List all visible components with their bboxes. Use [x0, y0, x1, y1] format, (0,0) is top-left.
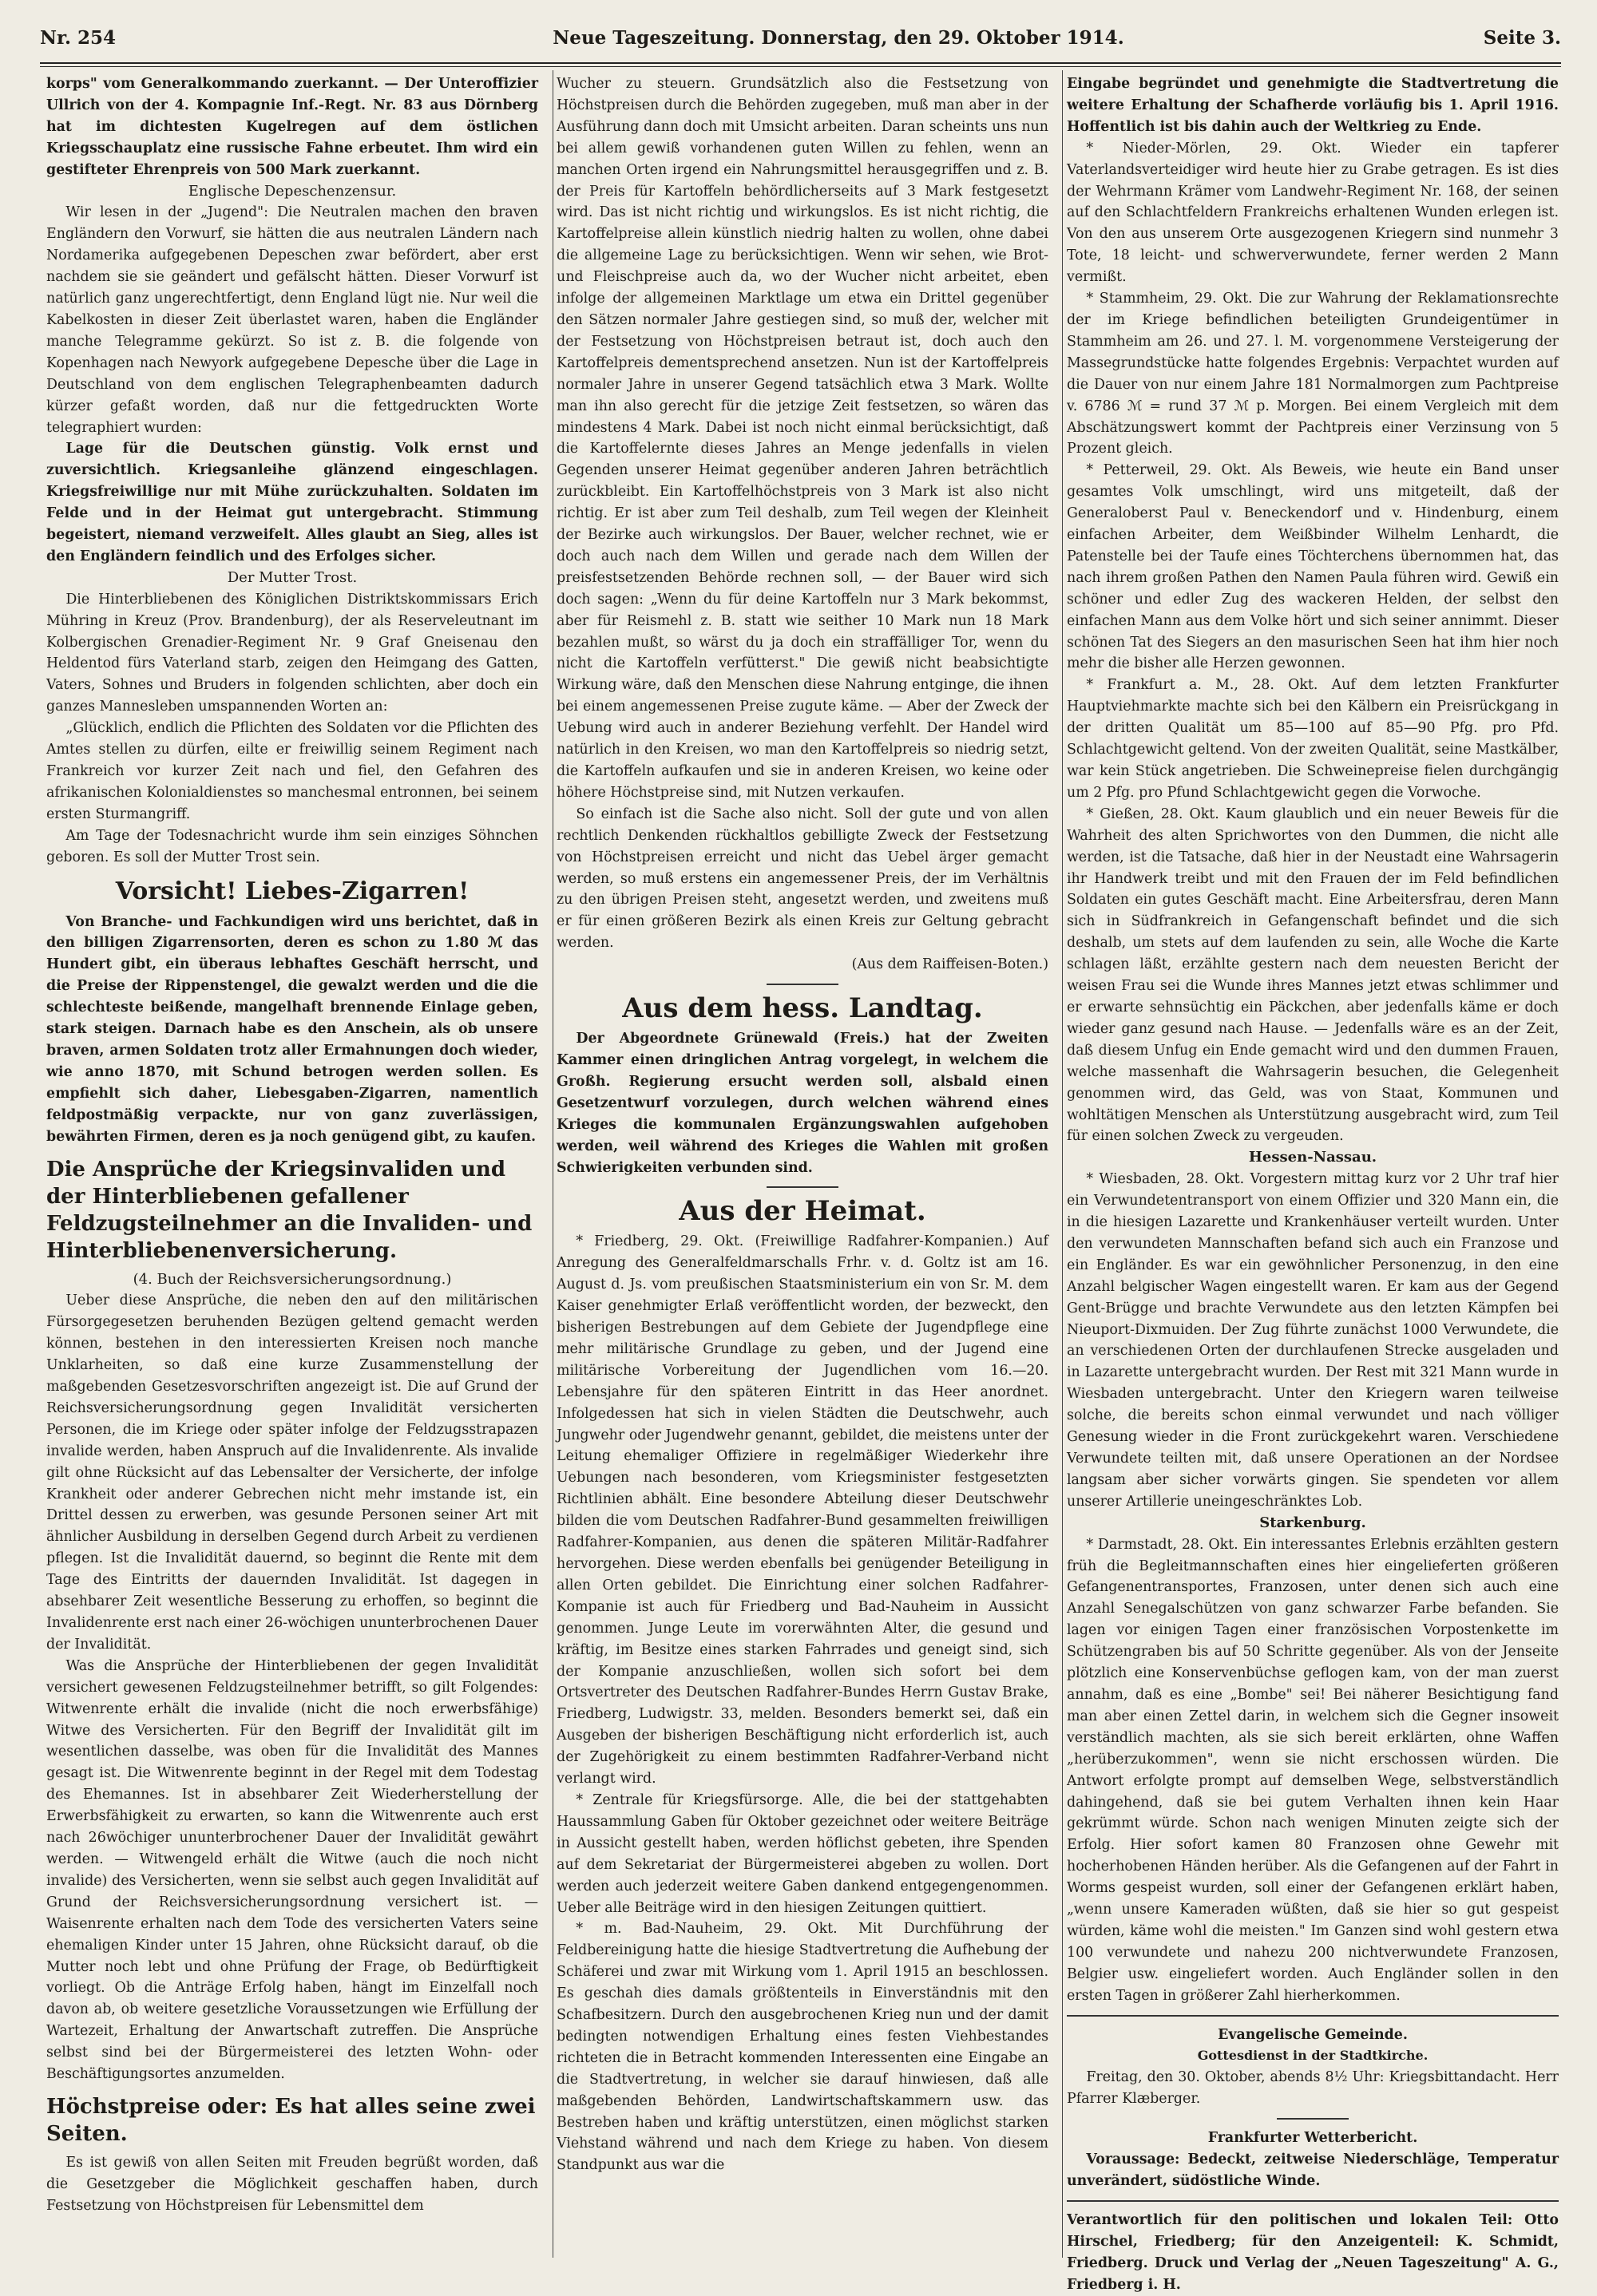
paragraph: * m. Bad-Nauheim, 29. Okt. Mit Durchführung der Feldbereinigung hatte die hiesige Stadtvertretung die Aufhebung der Schäferei und zwar mit Wirkung vom 1. April 1915 an beschlossen. Es geschah dies damals größtenteils in Einverständnis mit den Schafbesitzern. Durch den ausgebrochenen Krieg nun und der damit bedingten notwendigen Erhaltung eines festen Viehbestandes richteten die in Betracht kommenden Interessenten eine Eingabe an die Stadtvertretung, in welcher sie darauf hinwiesen, daß alle maßgebenden Behörden, Landwirtschaftskammern usw. das Bestreben haben und kräftig unterstützen, einen möglichst starken Viehstand während und nach dem Kriege zu haben. Von diesem Standpunkt aus war die [557, 1921, 1048, 2174]
paragraph: Am Tage der Todesnachricht wurde ihm sein einziges Söhnchen geboren. Es soll der Mutter Trost sein. [46, 827, 538, 865]
paragraph: * Friedberg, 29. Okt. (Freiwillige Radfahrer-Kompanien.) Auf Anregung des Generalfeldmarschalls Frhr. v. d. Goltz ist am 16. August d. Js. vom preußischen Staatsministerium ein von Sr. M. dem Kaiser genehmigter Erlaß veröffentlicht worden, der bezweckt, den bisherigen Bestrebungen auf dem Gebiete der Jugendpflege eine mehr militärische Grundlage zu geben, und der Jugend eine militärische Vorbereitung der Jugendlichen vom 16.—20. Lebensjahre für den späteren Eintritt in das Heer anordnet. Infolgedessen hat sich in vielen Städten die Deutschwehr, auch Jungwehr oder Jugendwehr genannt, gebildet, die meistens unter der Leitung ehemaliger Offiziere in regelmäßiger Wiederkehr ihre Uebungen nach besonderen, vom Kriegsminister festgesetzten Richtlinien abhält. Eine besondere Abteilung dieser Deutschwehr bilden die vom Deutschen Radfahrer-Bund gesammelten freiwilligen Radfahrer-Kompanien, aus denen die späteren Militär-Radfahrer hervorgehen. Diese werden ebenfalls bei genügender Beteiligung in allen Orten gebildet. Die Einrichtung einer solchen Radfahrer-Kompanie ist auch für Friedberg und Bad-Nauheim in Aussicht genommen. Junge Leute im vorerwähnten Alter, die gesund und kräftig, im Besitze eines starken Fahrrades und geneigt sind, sich der Kompanie anzuschließen, wollen sich sofort bei dem Ortsvertreter des Deutschen Radfahrer-Bundes Herrn Gustav Brake, Friedberg, Ludwigstr. 33, melden. Besonders bemerkt sei, daß ein Ausgeben der bisherigen Beschäftigung nicht erforderlich ist, auch der Zugehörigkeit zu einem bestimmten Radfahrer-Verband nicht verlangt wird. [557, 1233, 1048, 1787]
church-subheading: Gottesdienst in der Stadtkirche. [1197, 2048, 1429, 2064]
paragraph: * Zentrale für Kriegsfürsorge. Alle, die bei der stattgehabten Haussammlung Gaben für Oktober gezeichnet oder weitere Beiträge in Aussicht gestellt haben, werden höflichst gebeten, ihre Spenden auf dem Sekretariat der Bürgermeisterei abgeben zu wollen. Dort werden auch jederzeit weitere Gaben dankend entgegengenommen. Ueber alle Beiträge wird in den hiesigen Zeitungen quittiert. [557, 1791, 1048, 1916]
weather-heading: Frankfurter Wetterbericht. [1207, 2130, 1418, 2147]
paragraph: * Nieder-Mörlen, 29. Okt. Wieder ein tapferer Vaterlandsverteidiger wird heute hier zu Grabe getragen. Es ist dies der Wehrmann Krämer vom Landwehr-Regiment Nr. 168, der seinen auf den Schlachtfeldern Frankreichs erhaltenen Wunden erlegen ist. Von den aus unserem Orte ausgezogenen Kriegern sind nunmehr 3 Tote, 18 leicht- und schwerverwundete, ferner werden 2 Mann vermißt. [1067, 140, 1559, 286]
headline-liebes-zigarren: Vorsicht! Liebes-Zigarren! [115, 877, 470, 905]
paragraph: Wucher zu steuern. Grundsätzlich also die Festsetzung von Höchstpreisen durch die Behörden zugegeben, muß man aber in der Ausführung dann doch mit Umsicht arbeiten. Daran scheints uns nun bei allem gewiß vorhandenen guten Willen zu fehlen, wenn an manchen Orten irgend ein Nahrungsmittel herausgegriffen und z. B. der Preis für Kartoffeln behördlicherseits auf 3 Mark festgesetzt wird. Das ist nicht richtig und wirkungslos. Es ist nicht richtig, die Kartoffelpreise allein künstlich niedrig halten zu wollen, ohne dabei die allgemeine Lage zu berücksichtigen. Wenn wir sehen, wie Brot- und Fleischpreise auch da, wo der Wucher nicht arbeitet, eben infolge der allgemeinen Marktlage um etwa ein Drittel gegenüber den Sätzen normaler Jahre gestiegen sind, so muß der, welcher mit der Festsetzung von Höchstpreisen betraut ist, doch auch den Kartoffelpreis dementsprechend ansetzen. Nun ist der Kartoffelpreis normaler Jahre in unserer Gegend tatsächlich etwa 3 Mark. Wollte man ihn also gerecht für die jetzige Zeit festsetzen, so wären das mindestens 4 Mark. Dabei ist noch nicht einmal berücksichtigt, daß die Kartoffelernte dieses Jahres an Menge jedenfalls in vielen Gegenden unserer Heimat gegenüber anderen Jahren beträchtlich zurückbleibt. Ein Kartoffelhöchstpreis von 3 Mark ist also nicht richtig. Er ist aber zum Teil deshalb, zum Teil wegen der Kleinheit der Bezirke auch wirkungslos. Der Bauer, welcher rechnet, wie er doch auch nach dem Willen und gerade nach dem Willen der preisfestsetzenden Behörde rechnen soll, — der Bauer wird sich doch sagen: „Wenn du für deine Kartoffeln nur 3 Mark bekommst, aber für Reismehl z. B. statt wie seither 10 Mark nun 18 Mark bezahlen mußt, so wärst du ja doch ein straffälliger Tor, wenn du nicht die Kartoffeln verfütterst." Die gewiß nicht beabsichtigte Wirkung wäre, daß den Menschen diese Nahrung entginge, die ihnen bei einem angemessenen Preise zugute käme. — Aber der Zweck der Uebung wird auch in anderer Beziehung verfehlt. Der Handel wird natürlich in den Kreisen, wo man den Kartoffelpreis so niedrig setzt, die Kartoffeln aufkaufen und sie in anderen Kreisen, wo keine oder höhere Höchstpreise sind, mit Nutzen verkaufen. [557, 76, 1048, 801]
paragraph: Wir lesen in der „Jugend": Die Neutralen machen den braven Engländern den Vorwurf, sie hätten die aus neutralen Ländern nach Nordamerika aufgegebenen Depeschen zwar befördert, aber erst nachdem sie sie geändert und gefälscht hätten. Dieser Vorwurf ist natürlich ganz ungerechtfertigt, denn England lügt nie. Nur weil die Kabelkosten in dieser Zeit überlastet waren, haben die Engländer manche Telegramme gekürzt. So ist z. B. die folgende von Kopenhagen nach Newyork aufgegebene Depesche über die Lage in Deutschland von dem englischen Telegraphenbeamten dadurch kürzer gefaßt worden, daß nur die fettgedruckten Worte telegraphiert wurden: [46, 204, 538, 436]
paragraph: Was die Ansprüche der Hinterbliebenen der gegen Invalidität versichert gewesenen Feldzugsteilnehmer betrifft, so gilt Folgendes: Witwenrente erhält die invalide (nicht die noch erwerbsfähige) Witwe des Versicherten. Für den Begriff der Invalidität gilt im wesentlichen dasselbe, was oben für die Invalidität des Mannes gesagt ist. Die Witwenrente beginnt in der Regel mit dem Todestag des Ehemannes. Ist in absehbarer Zeit Wiederherstellung der Erwerbsfähigkeit zu erwarten, so kann die Witwenrente auch erst nach 26wöchiger ununterbrochener Dauer der Invalidität gewährt werden. — Witwengeld erhält die Witwe (auch die noch nicht invalide) des Versicherten, wenn sie selbst auch gegen Invalidität auf Grund der Reichsversicherungsordnung versichert ist. — Waisenrente erhalten nach dem Tode des versicherten Vaters seine ehemaligen Kinder unter 15 Jahren, ohne Rücksicht darauf, ob die Mutter noch lebt und ohne Prüfung der Frage, ob Bedürftigkeit vorliegt. Ob die Anträge Erfolg haben, hängt im Einzelfall noch davon ab, ob weitere gesetzliche Voraussetzungen wie Erfüllung der Wartezeit, Erhaltung der Anwartschaft zutreffen. Die Ansprüche selbst sind bei der Bürgermeisterei des letzten Wohn- oder Beschäftigungsortes anzumelden. [46, 1657, 538, 2083]
subheading-hessen-nassau: Hessen-Nassau. [1248, 1149, 1377, 1166]
paragraph: * Wiesbaden, 28. Okt. Vorgestern mittag kurz vor 2 Uhr traf hier ein Verwundetentransport von einem Offizier und 320 Mann ein, die in die hiesigen Lazarette und Krankenhäuser verteilt wurden. Unter den verwundeten Mannschaften befand sich auch ein Franzose und ein Engländer. Es war ein gewöhnlicher Personenzug, in den eine Anzahl belgischer Wagen eingestellt waren. Er kam aus der Gegend Gent-Brügge und brachte Verwundete aus den letzten Kämpfen bei Nieuport-Dixmuiden. Der Zug führte zunächst 1000 Verwundete, die an verschiedenen Orten der durchlaufenen Strecke ausgeladen und in Lazarette untergebracht wurden. Der Rest mit 321 Mann wurde in Wiesbaden untergebracht. Unter den Kriegern waren teilweise solche, die bereits schon einmal verwundet und nach völliger Genesung wieder in die Front zurückgekehrt waren. Verschiedene Verwundete teilten mit, daß unsere Operationen an der Nordsee langsam aber sicher vorwärts gingen. Sie spendeten vor allem unserer Artillerie uneingeschränktes Lob. [1067, 1171, 1559, 1510]
divider [767, 1186, 838, 1188]
subheading-depeschenzensur: Englische Depeschenzensur. [188, 182, 397, 200]
column-3 [1067, 73, 1559, 2293]
issue-number: Nr. 254 [40, 27, 117, 49]
paragraph: So einfach ist die Sache also nicht. Soll der gute und von allen rechtlich Denkenden rückhaltlos gebilligte Zweck der Festsetzung von Höchstpreisen erreicht und nicht das Uebel ärger gemacht werden, so muß erstens ein angemessener Preis, der im Verhältnis zu den übrigen Preisen steht, angesetzt werden, und zweitens muß er für einen größeren Bezirk als einen Kreis zur Geltung gebracht werden. [557, 806, 1048, 952]
header-rule-thin [40, 66, 1561, 67]
headline-heimat: Aus der Heimat. [679, 1195, 926, 1228]
paragraph: Von Branche- und Fachkundigen wird uns berichtet, daß in den billigen Zigarrensorten, deren es schon zu 1.80 ℳ das Hundert gibt, ein überaus lebhaftes Geschäft herrscht, und die Preise der Rippenstengel, die gewalzt werden und die die schlechteste beißende, mangelhaft brennende Einlage geben, stark steigen. Darnach habe es den Anschein, als ob unsere braven, armen Soldaten trotz aller Ermahnungen doch wieder, wie anno 1870, mit Schund betrogen werden sollen. Es empfiehlt sich daher, Liebesgaben-Zigarren, namentlich feldpostmäßig verpackte, nur von ganz zuverlässigen, bewährten Firmen, deren es ja noch genügend gibt, zu kaufen. [46, 913, 538, 1145]
paragraph: * Petterweil, 29. Okt. Als Beweis, wie heute ein Band unser gesamtes Volk umschlingt, wird uns mitgeteilt, daß der Generaloberst Paul v. Beneckendorf und v. Hindenburg, einem einfachen Arbeiter, dem Weißbinder Wilhelm Lenhardt, die Patenstelle bei der Taufe eines Töchterchens übernommen hat, das nach ihrem großen Pathen den Namen Paula führen wird. Gewiß ein schöner und edler Zug des wackeren Helden, der selbst den einfachen Mann aus dem Volke hört und sich seiner annimmt. Dieser schönen Tat des Siegers an den masurischen Seen hat ihm hier noch mehr die bisher alle Herzen gewonnen. [1067, 462, 1559, 672]
paragraph: „Glücklich, endlich die Pflichten des Soldaten vor die Pflichten des Amtes stellen zu dürfen, eilte er freiwillig seinem Regiment nach Frankreich vor kurzer Zeit nach und fiel, den Gefahren des afrikanischen Kolonialdienstes so manchesmal entronnen, bei seinem ersten Sturmangriff. [46, 720, 538, 822]
paragraph: Es ist gewiß von allen Seiten mit Freuden begrüßt worden, daß die Gesetzgeber die Möglichkeit geschaffen haben, durch Festsetzung von Höchstpreisen für Lebensmittel dem [46, 2154, 538, 2214]
paragraph: * Stammheim, 29. Okt. Die zur Wahrung der Reklamationsrechte der im Kriege befindlichen beteiligten Grundeigentümer in Stammheim am 26. und 27. l. M. vorgenommene Versteigerung der Massegrundstücke hatte folgendes Ergebnis: Verpachtet wurden auf die Dauer von nur einem Jahre 181 Normalmorgen zum Pachtpreise v. 6786 ℳ = rund 37 ℳ p. Morgen. Bei einem Vergleich mit dem Abschätzungswert kommt der Pachtpreis einer Verzinsung von 5 Prozent gleich. [1067, 291, 1559, 457]
headline-landtag: Aus dem hess. Landtag. [622, 992, 983, 1025]
column-divider-2 [1062, 70, 1063, 2258]
imprint: Verantwortlich für den politischen und lokalen Teil: Otto Hirschel, Friedberg; für den Anzeigenteil: K. Schmidt, Friedberg. Druck und Verlag der „Neuen Tageszeitung" A. G., Friedberg i. H. [1067, 2211, 1559, 2293]
subheading-reichsversicherung: (4. Buch der Reichsversicherungsordnung.) [133, 1270, 452, 1288]
headline-hoechstpreise: Höchstpreise oder: Es hat alles seine zwei Seiten. [46, 2094, 536, 2146]
paragraph: korps" vom Generalkommando zuerkannt. — Der Unteroffizier Ullrich von der 4. Kompagnie Inf.-Regt. Nr. 83 aus Dörnberg hat im dichtesten Kugelregen auf dem östlichen Kriegsschauplatz eine russische Fahne erbeutet. Ihm wird ein gestifteter Ehrenpreis von 500 Mark zuerkannt. [46, 76, 538, 178]
divider [767, 984, 838, 985]
headline-kriegsinvaliden: Die Ansprüche der Kriegsinvaliden und der Hinterbliebenen gefallener Feldzugsteilnehmer an die Invaliden- und Hinterbliebenenversicherung. [46, 1157, 533, 1263]
church-notice: Freitag, den 30. Oktober, abends 8½ Uhr: Kriegsbittandacht. Herr Pfarrer Klæberger. [1067, 2069, 1559, 2108]
page-header [40, 22, 1561, 57]
paragraph: Die Hinterbliebenen des Königlichen Distriktskommissars Erich Mühring in Kreuz (Prov. Brandenburg), der als Reserveleutnant im Kolbergischen Grenadier-Regiment Nr. 9 Graf Gneisenau den Heldentod fürs Vaterland starb, zeigen den Heimgang des Gatten, Vaters, Sohnes und Bruders in folgenden schlichten, aber doch ein ganzes Mannesleben umspannenden Worten an: [46, 591, 538, 715]
paragraph: * Darmstadt, 28. Okt. Ein interessantes Erlebnis erzählten gestern früh die Begleitmannschaften eines hier eingelieferten größeren Gefangenentransportes, Franzosen, unter denen sich auch eine Anzahl Senegalschützen von ganz schwarzer Farbe befanden. Sie lagen vor einigen Tagen einer französischen Vorpostenkette im Schützengraben bis auf 50 Schritte gegenüber. Als von der Jenseite plötzlich eine Konservenbüchse geflogen kam, von der man zuerst annahm, daß es eine „Bombe" sei! Bei näherer Besichtigung fand man aber einen Zettel darin, in welchem sich die Gegner insoweit verständlich machten, als sie sich bereit erklärten, ohne Waffen „herüberzukommen", wenn sie nicht erschossen würden. Die Antwort erfolgte prompt auf demselben Wege, selbstverständlich dahingehend, daß sie bei gutem Verhalten ihnen kein Haar gekrümmt würde. Schon nach wenigen Minuten zeigte sich der Erfolg. Hier sofort kamen 80 Franzosen ohne Gewehr mit hocherhobenen Händen herüber. Als die Gefangenen auf der Fahrt in Worms gespeist wurden, soll einer der Gefangenen erklärt haben, „wenn unsere Kameraden wüßten, daß sie hier so gut gespeist würden, käme wohl die meisten." Im Ganzen sind wohl gestern etwa 100 verwundete und nahezu 200 nichtverwundete Franzosen, Belgier usw. eingeliefert worden. Auch Engländer sollen in den ersten Tagen in größerer Zahl hierherkommen. [1067, 1536, 1559, 2004]
paragraph: Ueber diese Ansprüche, die neben den auf den militärischen Fürsorgegesetzen beruhenden Bezügen geltend gemacht werden können, bestehen in den interessierten Kreisen noch manche Unklarheiten, so daß eine kurze Zusammenstellung der maßgebenden Gesetzesvorschriften angezeigt ist. Die auf Grund der Reichsversicherungsordnung gegen Invalidität versicherten Personen, die im Kriege oder später infolge der Feldzugsstrapazen invalide werden, haben Anspruch auf die Invalidenrente. Als invalide gilt ohne Rücksicht auf das Lebensalter der Versicherte, der infolge Krankheit oder anderer Gebrechen nicht mehr imstande ist, ein Drittel dessen zu erwerben, was gesunde Personen seiner Art mit ähnlicher Ausbildung in derselben Gegend durch Arbeit zu verdienen pflegen. Ist die Invalidität dauernd, so beginnt die Rente mit dem Tage des Eintritts der dauernden Invalidität. Ist dagegen in absehbarer Zeit wesentliche Besserung zu erhoffen, so beginnt die Invalidenrente erst nach einer 26-wöchigen ununterbrochenen Dauer der Invalidität. [46, 1292, 538, 1653]
paragraph: * Gießen, 28. Okt. Kaum glaublich und ein neuer Beweis für die Wahrheit des alten Sprichwortes von den Dummen, die nicht alle werden, ist die Tatsache, daß hier in der Neustadt eine Wahrsagerin ihr Handwerk treibt und mit den Frauen der im Feld befindlichen Soldaten ein gutes Geschäft macht. Eine Arbeitersfrau, deren Mann sich in Südfrankreich in Gefangenschaft befindet und die sich deshalb, um stets auf dem laufenden zu sein, alle Woche die Karte schlagen läßt, erzählte gestern nach dem neuesten Bericht der weisen Frau sei die Wunde ihres Mannes jetzt etwas schlimmer und er erwarte sehnsüchtig ein Päckchen, aber jedenfalls käme er doch wieder ganz gesund nach Hause. — Jedenfalls wäre es an der Zeit, daß diesem Unfug ein Ende gemacht wird und den dummen Frauen, welche massenhaft die Wahrsagerin besuchen, die Gelegenheit genommen wird, das Geld, was von Staat, Kommunen und wohltätigen Menschen als Unterstützung ausgebracht wird, zum Teil für einen solchen Zweck zu vergeuden. [1067, 806, 1559, 1145]
subheading-mutter-trost: Der Mutter Trost. [227, 568, 358, 586]
masthead-date: Neue Tageszeitung. Donnerstag, den 29. Oktober 1914. [553, 27, 1124, 49]
column-1 [46, 73, 538, 2249]
paragraph: Eingabe begründet und genehmigte die Stadtvertretung die weitere Erhaltung der Schafherde vorläufig bis 1. April 1916. Hoffentlich ist bis dahin auch der Weltkrieg zu Ende. [1067, 76, 1559, 135]
source-note: (Aus dem Raiffeisen-Boten.) [851, 956, 1048, 973]
page-number: Seite 3. [1483, 27, 1561, 49]
divider [1067, 2200, 1559, 2202]
paragraph: * Frankfurt a. M., 28. Okt. Auf dem letzten Frankfurter Hauptviehmarkte machte sich bei den Kälbern ein Preisrückgang in der dritten Qualität um 85—100 auf 85—90 Pfg. pro Pfd. Schlachtgewicht geltend. Von der zweiten Qualität, seine Mastkälber, war kein Stück angetrieben. Die Schweinepreise fielen durchgängig um 2 Pfg. pro Pfund Schlachtgewicht gegen die Vorwoche. [1067, 677, 1559, 801]
church-heading: Evangelische Gemeinde. [1218, 2026, 1408, 2043]
paragraph: Der Abgeordnete Grünewald (Freis.) hat der Zweiten Kammer einen dringlichen Antrag vorgelegt, in welchem die Großh. Regierung ersucht werden soll, alsbald einen Gesetzentwurf vorzulegen, durch welchen während eines Krieges die kommunalen Ergänzungswahlen aufgehoben werden, weil während des Krieges die Wahlen mit großen Schwierigkeiten verbunden sind. [557, 1031, 1048, 1176]
header-rule [40, 62, 1561, 64]
paragraph: Lage für die Deutschen günstig. Volk ernst und zuversichtlich. Kriegsanleihe glänzend eingeschlagen. Kriegsfreiwillige nur mit Mühe zurückzuhalten. Soldaten im Felde und in der Heimat gut untergebracht. Stimmung begeistert, niemand verzweifelt. Alles glaubt an Sieg, alles ist den Engländern feindlich und des Erfolges sicher. [46, 441, 538, 564]
subheading-starkenburg: Starkenburg. [1259, 1514, 1366, 1531]
column-2 [557, 73, 1048, 2249]
divider [1277, 2118, 1349, 2120]
weather-report: Voraussage: Bedeckt, zeitweise Niederschläge, Temperatur unverändert, südöstliche Winde. [1067, 2152, 1559, 2189]
divider [1067, 2015, 1559, 2017]
